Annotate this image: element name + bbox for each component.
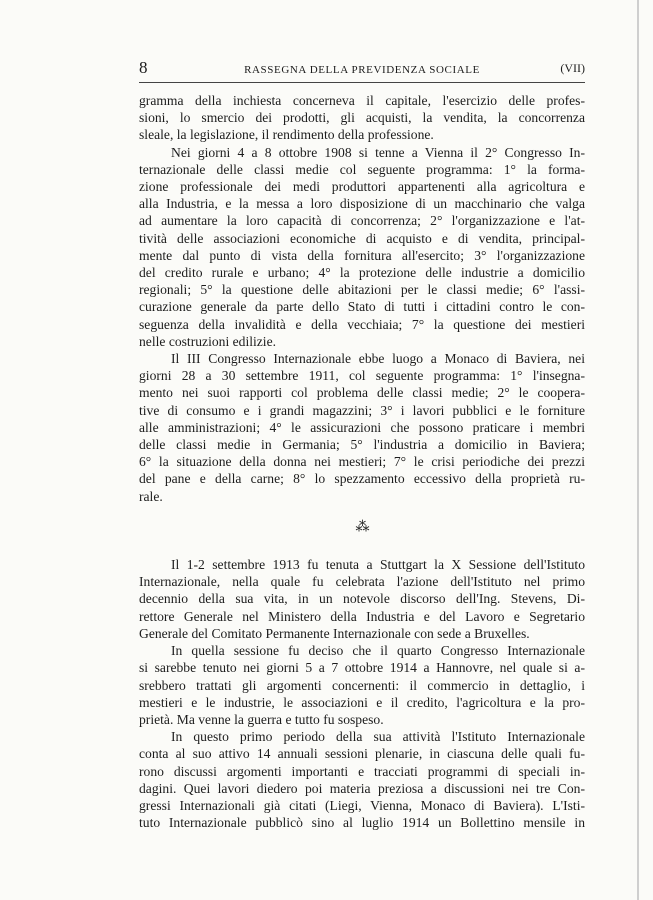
text-line: tive di consumo e i grandi magazzini; 3° i lavori pubblici e le forniture [139,402,585,418]
text-line: mente dal punto di vista della fornitura all'esercito; 3° l'organizzazione [139,247,585,263]
text-line: tività delle associazioni economiche di acquisto e di vendita, principal- [139,230,585,246]
text-line: delle classi medie in Germania; 5° l'industria a domicilio in Baviera; [139,437,585,453]
text-line: Internazionale, nella quale fu celebrata l'azione dell'Istituto nel primo [139,574,585,590]
text-line: rale. [139,488,163,504]
text-line: prietà. Ma venne la guerra e tutto fu sospeso. [139,711,384,727]
text-line: In quella sessione fu deciso che il quarto Congresso Internazionale [171,643,585,659]
paragraph-second-congress [139,144,585,350]
text-line: mento nei suoi rapporti col problema delle classi medie; 2° le coopera- [139,385,585,401]
text-line: decennio della sua vita, in un notevole discorso dell'Ing. Stevens, Di- [139,591,585,607]
text-line: sleale, la legislazione, il rendimento della professione. [139,127,434,143]
text-line: regionali; 5° la questione delle abitazioni per le classi medie; 6° l'assi- [139,282,585,298]
text-line: sioni, lo smercio dei prodotti, gli acquisti, la vendita, la concorrenza [139,110,585,126]
text-line: In questo primo periodo della sua attività l'Istituto Internazionale [171,729,585,745]
text-line: del pane e della carne; 8° lo spezzamento eccessivo della proprietà ru- [139,471,585,487]
paragraph-fourth-congress [139,642,585,728]
text-line: alle amministrazioni; 4° le assicurazioni che possono praticare i membri [139,419,585,435]
text-line: giorni 28 a 30 settembre 1911, col seguente programma: 1° l'insegna- [139,368,585,384]
text-line: conta al suo attivo 14 annuali sessioni plenarie, in ciascuna delle quali fu- [139,746,585,762]
text-line: rettore Generale nel Ministero della Industria e del Lavoro e Segretario [139,608,585,624]
text-line: zione professionale dei medi produttori appartenenti alla agricoltura e [139,179,585,195]
text-line: gressi Internazionali già citati (Liegi, Vienna, Monaco di Baviera). L'Isti- [139,797,585,813]
body-text [139,92,585,831]
text-line: alla Industria, e la messa a loro disposizione di un macchinario che valga [139,196,585,212]
paragraph-first-period [139,728,585,831]
text-line: rono discussi argomenti importanti e tracciati programmi di speciali in- [139,763,585,779]
text-line: tuto Internazionale pubblicò sino al luglio 1914 un Bollettino mensile in [139,815,585,831]
text-line: Il 1-2 settembre 1913 fu tenuta a Stuttgart la X Sessione dell'Istituto [171,557,585,573]
text-line: 6° la situazione della donna nei mestieri; 7° le crisi periodiche dei prezzi [139,454,585,470]
text-line: srebbero trattati gli argomenti concernenti: il commercio in dettaglio, i [139,677,585,693]
paragraph-continuation [139,92,585,144]
text-line: ad aumentare la loro capacità di concorrenza; 2° l'organizzazione e l'at- [139,213,585,229]
page-number: 8 [139,58,148,77]
text-line: dagini. Quei lavori diedero poi materia preziosa a discussioni nei tre Con- [139,780,585,796]
text-line: nelle costruzioni edilizie. [139,333,277,349]
section-separator: ⁂ [355,519,369,535]
text-line: gramma della inchiesta concerneva il capitale, l'esercizio delle profes- [139,93,585,108]
text-line: mestieri e le industrie, le associazioni e il credito, l'agricoltura e la pro- [139,694,585,710]
section-mark: (VII) [560,61,585,75]
page-edge [637,0,639,900]
text-line: Nei giorni 4 a 8 ottobre 1908 si tenne a Vienna il 2° Congresso In- [171,144,585,160]
running-header [139,58,585,83]
text-line: curazione generale da parte dello Stato di tutti i cittadini contro le con- [139,299,585,315]
running-title: RASSEGNA DELLA PREVIDENZA SOCIALE [244,64,480,76]
paragraph-third-congress [139,350,585,505]
text-line: si sarebbe tenuto nei giorni 5 a 7 ottobre 1914 a Hannovre, nel quale si a- [139,660,585,676]
text-line: del credito rurale e urbano; 4° la protezione delle industrie a domicilio [139,265,585,281]
text-line: Generale del Comitato Permanente Internazionale con sede a Bruxelles. [139,625,530,641]
text-line: Il III Congresso Internazionale ebbe luogo a Monaco di Baviera, nei [171,351,585,367]
text-line: seguenza della invalidità e della vecchiaia; 7° la questione dei mestieri [139,316,585,332]
text-line: ternazionale delle classi medie col seguente programma: 1° la forma- [139,161,585,177]
paragraph-stuttgart-session [139,556,585,642]
